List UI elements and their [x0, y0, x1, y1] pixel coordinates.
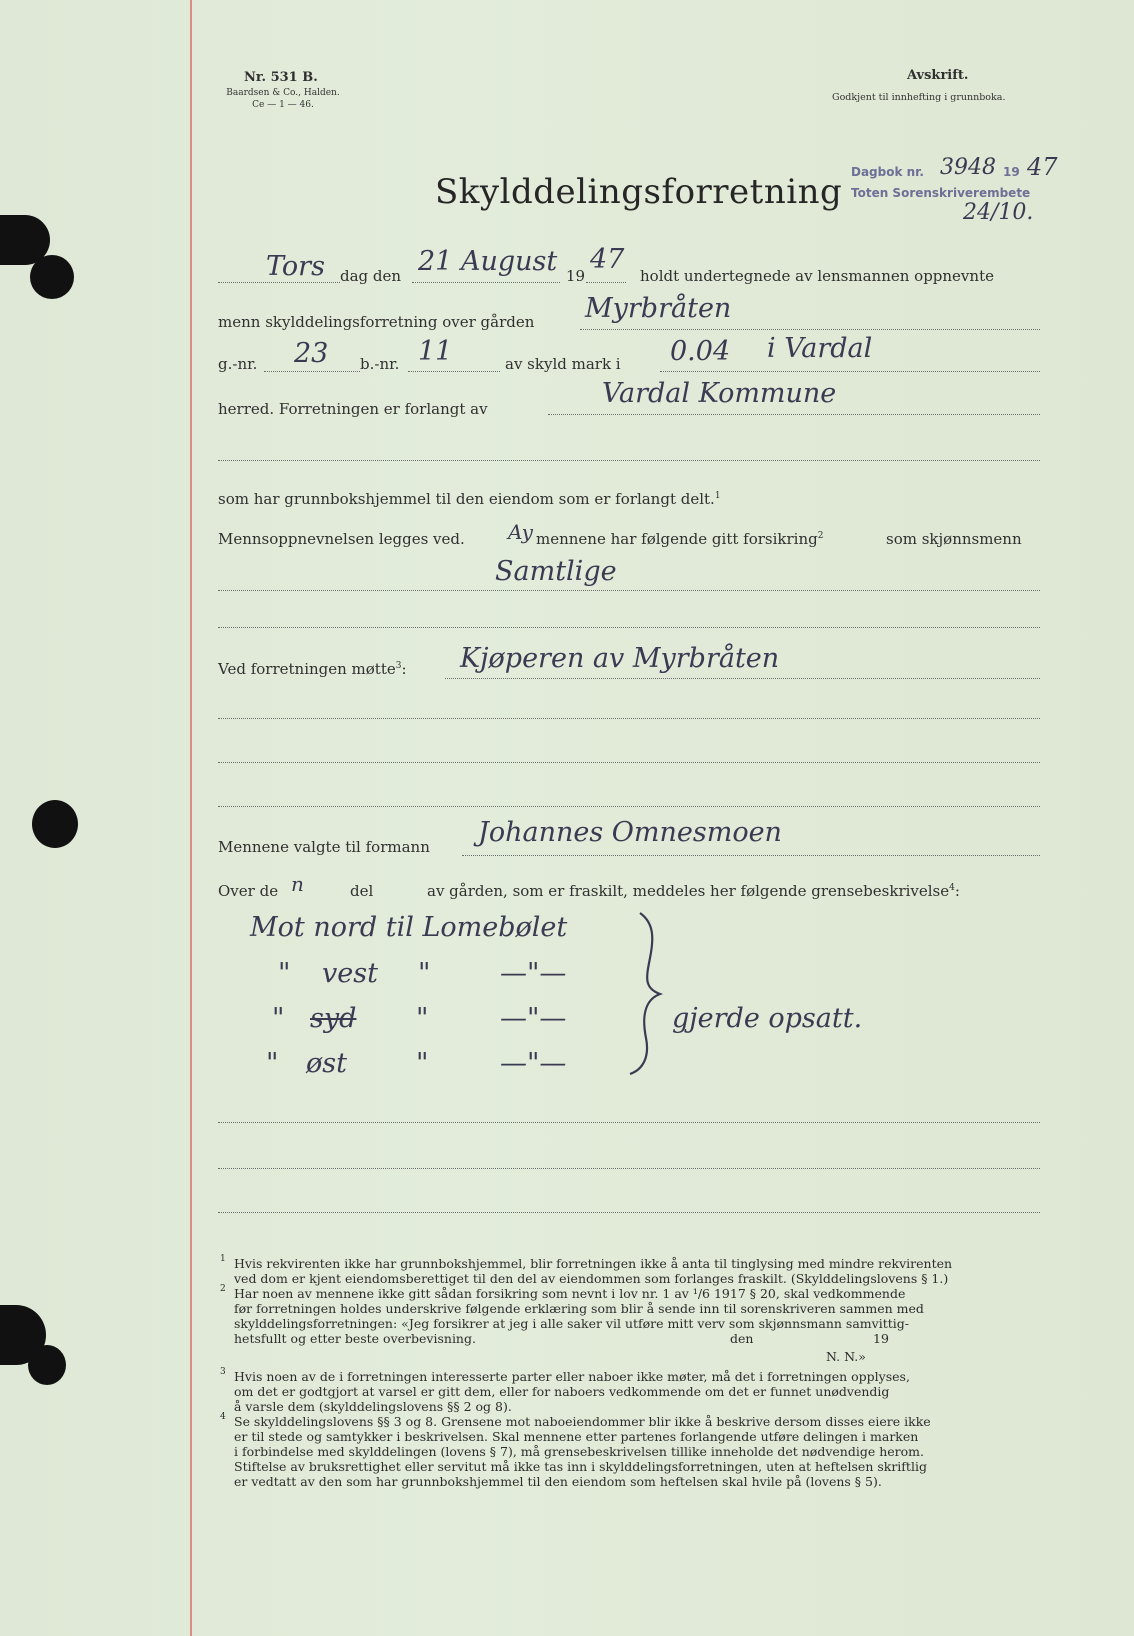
page-title: Skylddelingsforretning: [435, 172, 843, 212]
punch-hole-bottom: [28, 1345, 66, 1385]
footnote-2-den: den: [730, 1331, 754, 1346]
printer-name: Baardsen & Co., Halden.: [226, 88, 340, 98]
label-grunnbok: som har grunnbokshjemmel til den eiendom som er forlangt delt.$^1$: [218, 490, 721, 508]
fill-line-assurance: [218, 590, 1040, 591]
hw-border-east-dash: —"—: [500, 1048, 567, 1079]
hw-border-south-dash: —"—: [500, 1003, 567, 1034]
hw-requested-by: Vardal Kommune: [602, 378, 837, 409]
label-boundary: av gården, som er fraskilt, meddeles her følgende grensebeskrivelse$^4$:: [427, 882, 960, 900]
fill-line-requested: [548, 414, 1040, 415]
fill-line-farm: [580, 329, 1040, 330]
hw-ay: Ay: [508, 520, 533, 544]
hw-skyld: 0.04: [670, 336, 731, 367]
fill-line-blank-3: [218, 718, 1040, 719]
fill-line-blank-4: [218, 762, 1040, 763]
footnote-4-line-5: er vedtatt av den som har grunnbokshjemmel til den eiendom som heftelsen skal hvile på (lovens § 5).: [234, 1474, 882, 1489]
label-year-prefix: 19: [566, 267, 586, 285]
footnote-2-signature: N. N.»: [826, 1349, 866, 1364]
approval-note: Godkjent til innhefting i grunnboka.: [832, 92, 1006, 103]
hw-border-south-ditto2: ": [416, 1003, 429, 1034]
hw-border-east-ditto2: ": [416, 1048, 429, 1079]
hw-weekday: Tors: [266, 251, 325, 282]
footnote-4-line-4: Stiftelse av bruksrettighet eller servitut må ikke tas inn i skylddelingsforretningen, uten at heftelsen skriftlig: [234, 1459, 927, 1474]
hw-border-north: Mot nord til Lomebølet: [250, 912, 568, 943]
footnote-1-number: 1: [220, 1254, 226, 1264]
hw-year: 47: [590, 244, 625, 275]
punch-hole-top: [30, 255, 74, 299]
diary-stamp-office: Toten Sorenskriverembete: [851, 186, 1031, 200]
fill-line-blank-6: [218, 1122, 1040, 1123]
hw-border-west-dash: —"—: [500, 958, 567, 989]
fill-line-weekday: [218, 282, 340, 283]
hw-bnr: 11: [418, 336, 453, 367]
label-farm: menn skylddelingsforretning over gården: [218, 313, 535, 331]
diary-year-prefix: 19: [1003, 165, 1020, 179]
label-held: holdt undertegnede av lensmannen oppnevnte: [640, 267, 994, 285]
margin-rule: [190, 0, 192, 1636]
fill-line-blank-7: [218, 1168, 1040, 1169]
fill-line-blank-5: [218, 806, 1040, 807]
stamp-date: 24/10.: [963, 200, 1034, 225]
hw-border-west-ditto2: ": [418, 958, 431, 989]
footnote-1-line-2: ved dom er kjent eiendomsberettiget til den del av eiendommen som forlanges fraskilt. (Skylddelingslovens § 1.): [234, 1271, 949, 1286]
print-code: Ce — 1 — 46.: [252, 100, 314, 110]
hw-assurance: Samtlige: [495, 556, 617, 587]
footnote-2-line-1: Har noen av mennene ikke gitt sådan forsikring som nevnt i lov nr. 1 av ¹/6 1917 § 20, skal vedkommende: [234, 1286, 906, 1301]
label-skjonnsmenn: som skjønnsmenn: [886, 530, 1022, 548]
fill-line-blank-1: [218, 460, 1040, 461]
hw-farm: Myrbråten: [585, 293, 732, 324]
hw-border-west-ditto: ": [278, 958, 291, 989]
footnote-3-line-1: Hvis noen av de i forretningen interesserte parter eller naboer ikke møter, må det i forretningen opplyses,: [234, 1369, 910, 1384]
footnote-3-number: 3: [220, 1367, 226, 1377]
label-skyld: av skyld mark i: [505, 355, 621, 373]
fill-line-skyld: [660, 371, 1040, 372]
fill-line-blank-2: [218, 627, 1040, 628]
label-bnr: b.-nr.: [360, 355, 400, 373]
hw-gnr: 23: [294, 338, 329, 369]
curly-brace-icon: [620, 908, 670, 1078]
hw-border-west: vest: [322, 958, 378, 989]
label-chairman: Mennene valgte til formann: [218, 838, 430, 856]
footnote-1-line-1: Hvis rekvirenten ikke har grunnbokshjemmel, blir forretningen ikke å anta til tinglysing med mindre rekvirenten: [234, 1256, 953, 1271]
fill-line-year: [586, 282, 626, 283]
copy-label: Avskrift.: [907, 68, 969, 83]
footnote-4-number: 4: [220, 1412, 226, 1422]
footnote-3-line-2: om det er godtgjort at varsel er gitt dem, eller for naboers vedkommende om det er funnet unødvendig: [234, 1384, 890, 1399]
hw-chairman: Johannes Omnesmoen: [478, 817, 782, 848]
hw-over-de: n: [291, 872, 304, 896]
hw-date: 21 August: [418, 246, 558, 277]
footnote-2-line-4: hetsfullt og etter beste overbevisning.: [234, 1331, 476, 1346]
footnote-2-year: 19: [873, 1331, 889, 1346]
label-dag-den: dag den: [340, 267, 402, 285]
fill-line-chairman: [462, 855, 1040, 856]
fill-line-date: [412, 282, 560, 283]
footnote-4-line-1: Se skylddelingslovens §§ 3 og 8. Grensene mot naboeiendommer blir ikke å beskrive dersom disses eiere ikke: [234, 1414, 931, 1429]
hw-border-south-ditto: ": [272, 1003, 285, 1034]
diary-year: 47: [1027, 153, 1058, 181]
fill-line-attended: [445, 678, 1040, 679]
label-del: del: [350, 882, 374, 900]
label-appointment: Mennsoppnevnelsen legges ved.: [218, 530, 465, 548]
diary-number: 3948: [940, 155, 996, 180]
hw-border-south: syd: [310, 1003, 357, 1034]
label-assurance: mennene har følgende gitt forsikring$^2$: [536, 530, 824, 548]
footnote-2-number: 2: [220, 1284, 226, 1294]
diary-stamp-line1: Dagbok nr.: [851, 165, 924, 179]
form-number: Nr. 531 B.: [244, 70, 318, 85]
fill-line-gnr: [264, 371, 360, 372]
fill-line-blank-8: [218, 1212, 1040, 1213]
label-over-de: Over de: [218, 882, 279, 900]
fill-line-bnr: [408, 371, 500, 372]
footnote-4-line-3: i forbindelse med skylddelingen (lovens § 7), må grensebeskrivelsen tillike inneholde det nødvendige herom.: [234, 1444, 924, 1459]
punch-hole-middle: [32, 800, 78, 848]
label-gnr: g.-nr.: [218, 355, 258, 373]
hw-border-east-ditto: ": [266, 1048, 279, 1079]
footnote-3-line-3: å varsle dem (skylddelingslovens §§ 2 og 8).: [234, 1399, 512, 1414]
hw-herred-name: i Vardal: [767, 333, 873, 364]
footnote-2-line-2: før forretningen holdes underskrive følgende erklæring som blir å sende inn til sorenskriveren sammen med: [234, 1301, 924, 1316]
label-attended: Ved forretningen møtte$^3$:: [218, 660, 407, 678]
hw-attended: Kjøperen av Myrbråten: [460, 643, 780, 674]
hw-border-east: øst: [306, 1048, 347, 1079]
label-requested-by: herred. Forretningen er forlangt av: [218, 400, 488, 418]
hw-fence: gjerde opsatt.: [672, 1003, 863, 1034]
footnote-4-line-2: er til stede og samtykker i beskrivelsen. Skal mennene etter partenes forlangende utføre delingen i marken: [234, 1429, 919, 1444]
footnote-2-line-3: skylddelingsforretningen: «Jeg forsikrer at jeg i alle saker vil utføre mitt verv som skjønnsmann samvittig-: [234, 1316, 909, 1331]
